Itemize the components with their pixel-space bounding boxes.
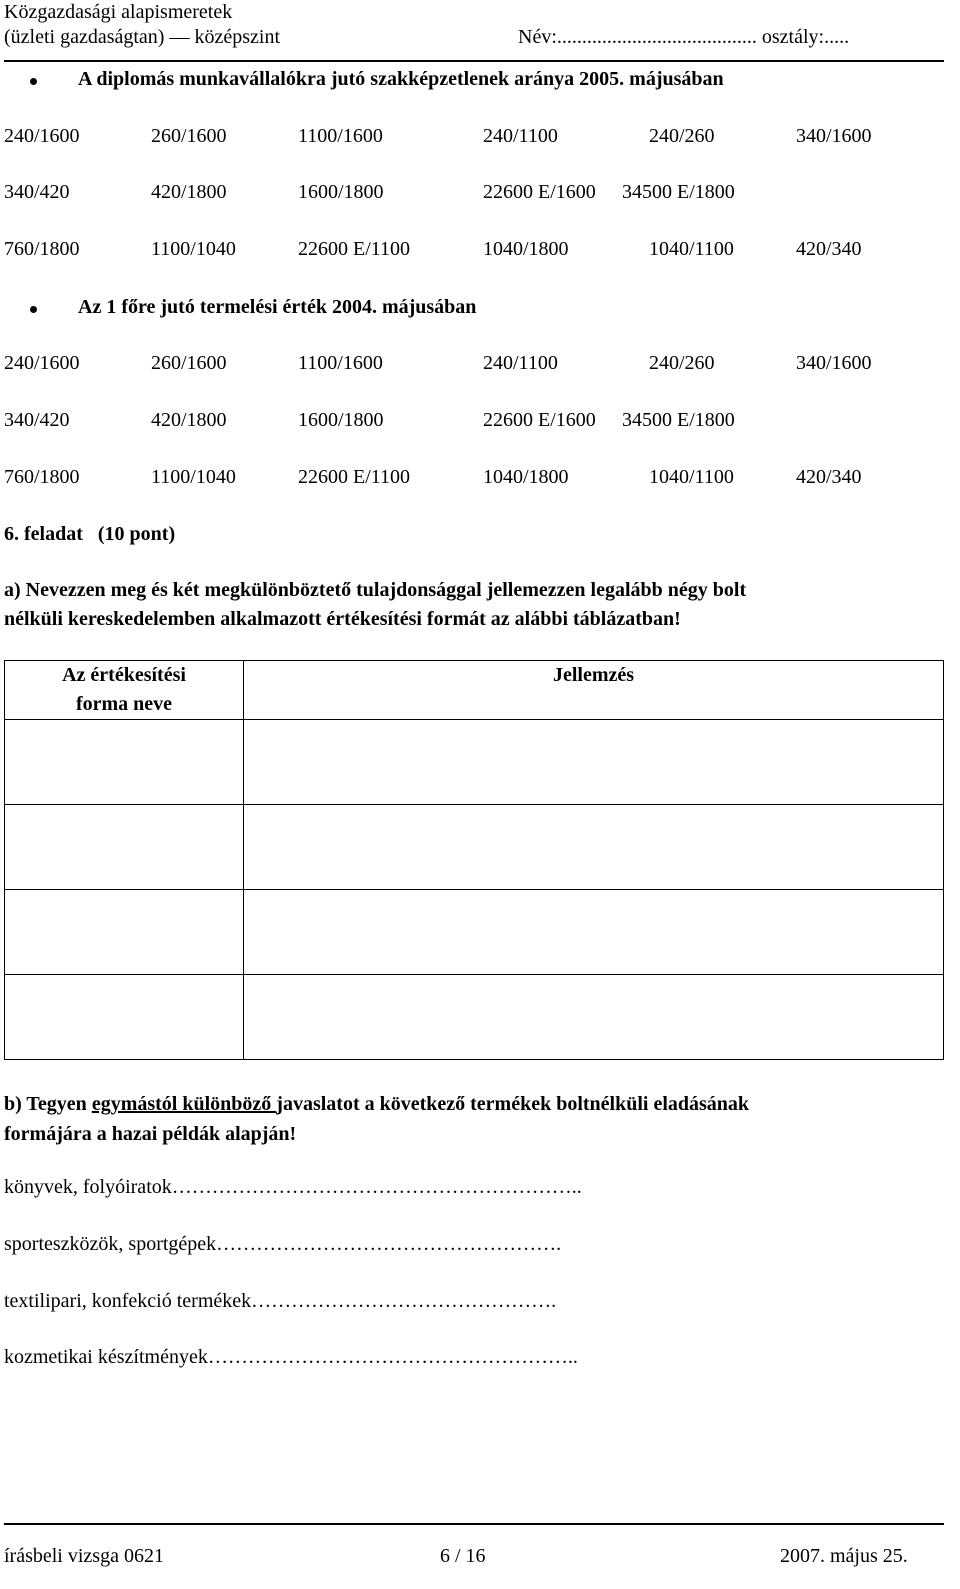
bullet-icon (30, 306, 37, 313)
section1-title: A diplomás munkavállalókra jutó szakképzetlenek aránya 2005. májusában (78, 68, 724, 90)
option-cell: 1600/1800 (298, 409, 384, 431)
option-cell: 340/1600 (796, 125, 872, 147)
option-cell: 240/1100 (483, 125, 558, 147)
table-header-form-name-line1: Az értékesítési (62, 664, 186, 686)
table-row (5, 890, 944, 975)
option-cell: 34500 E/1800 (622, 409, 735, 431)
option-cell: 1040/1800 (483, 466, 569, 488)
section2-title: Az 1 főre jutó termelési érték 2004. májusában (78, 296, 477, 318)
footer-rule (4, 1523, 944, 1525)
answer-line-sports[interactable]: sporteszközök, sportgépek……………………………………………. (4, 1233, 562, 1255)
option-cell: 34500 E/1800 (622, 181, 735, 203)
answer-table (4, 660, 944, 1060)
option-cell: 1100/1040 (151, 238, 236, 260)
option-cell: 1100/1600 (298, 125, 383, 147)
task-a-line1: a) Nevezzen meg és két megkülönböztető tulajdonsággal jellemezzen legalább négy bolt (4, 579, 747, 601)
task-title: 6. feladat (10 pont) (4, 523, 176, 545)
option-cell: 760/1800 (4, 238, 80, 260)
header-name-class-field: Név:........................................ osztály:..... (518, 26, 850, 48)
answer-cell-description[interactable] (244, 890, 944, 975)
task-b-line1 (4, 1090, 749, 1119)
option-cell: 260/1600 (151, 352, 227, 374)
option-cell: 260/1600 (151, 125, 227, 147)
task-b-prefix: b) Tegyen (4, 1093, 92, 1115)
option-cell: 340/420 (4, 181, 70, 203)
option-cell: 240/1600 (4, 352, 80, 374)
header-rule (4, 60, 944, 62)
option-cell: 1040/1100 (649, 238, 734, 260)
footer-exam-code: írásbeli vizsga 0621 (4, 1545, 164, 1567)
option-cell: 340/420 (4, 409, 70, 431)
option-cell: 240/1600 (4, 125, 80, 147)
answer-cell-description[interactable] (244, 975, 944, 1060)
option-cell: 1040/1100 (649, 466, 734, 488)
answer-cell-name[interactable] (5, 805, 244, 890)
task-b-line2: formájára a hazai példák alapján! (4, 1123, 297, 1145)
option-cell: 240/260 (649, 125, 715, 147)
option-cell: 420/1800 (151, 181, 227, 203)
option-cell: 22600 E/1600 (483, 409, 596, 431)
option-cell: 420/340 (796, 238, 862, 260)
footer-date: 2007. május 25. (780, 1545, 908, 1567)
answer-line-books[interactable]: könyvek, folyóiratok…………………………………………………….. (4, 1176, 582, 1198)
table-header-form-name (5, 661, 244, 720)
answer-cell-description[interactable] (244, 720, 944, 805)
option-cell: 22600 E/1100 (298, 466, 411, 488)
option-cell: 240/260 (649, 352, 715, 374)
footer-page-number: 6 / 16 (440, 1545, 486, 1567)
option-cell: 1100/1600 (298, 352, 383, 374)
header-level: (üzleti gazdaságtan) — középszint (4, 26, 280, 48)
option-cell: 760/1800 (4, 466, 80, 488)
task-b-suffix: javaslatot a következő termékek boltnélküli eladásának (276, 1093, 750, 1115)
answer-cell-name[interactable] (5, 720, 244, 805)
table-row (5, 805, 944, 890)
option-cell: 240/1100 (483, 352, 558, 374)
option-cell: 1040/1800 (483, 238, 569, 260)
option-cell: 1600/1800 (298, 181, 384, 203)
task-a-line2: nélküli kereskedelemben alkalmazott értékesítési formát az alábbi táblázatban! (4, 608, 681, 630)
header-subject: Közgazdasági alapismeretek (4, 1, 233, 23)
answer-cell-name[interactable] (5, 975, 244, 1060)
option-cell: 420/340 (796, 466, 862, 488)
bullet-icon (30, 78, 37, 85)
task-b-emphasis: egymástól különböző (91, 1093, 277, 1115)
answer-cell-description[interactable] (244, 805, 944, 890)
table-row (5, 975, 944, 1060)
table-header-form-name-line2: forma neve (75, 693, 173, 715)
table-row (5, 720, 944, 805)
answer-cell-name[interactable] (5, 890, 244, 975)
answer-line-cosmetics[interactable]: kozmetikai készítmények……………………………………………….. (4, 1346, 578, 1368)
option-cell: 340/1600 (796, 352, 872, 374)
option-cell: 420/1800 (151, 409, 227, 431)
option-cell: 22600 E/1100 (298, 238, 411, 260)
table-header-description: Jellemzés (244, 661, 944, 720)
answer-line-textiles[interactable]: textilipari, konfekció termékek………………………………………. (4, 1290, 557, 1312)
option-cell: 22600 E/1600 (483, 181, 596, 203)
option-cell: 1100/1040 (151, 466, 236, 488)
